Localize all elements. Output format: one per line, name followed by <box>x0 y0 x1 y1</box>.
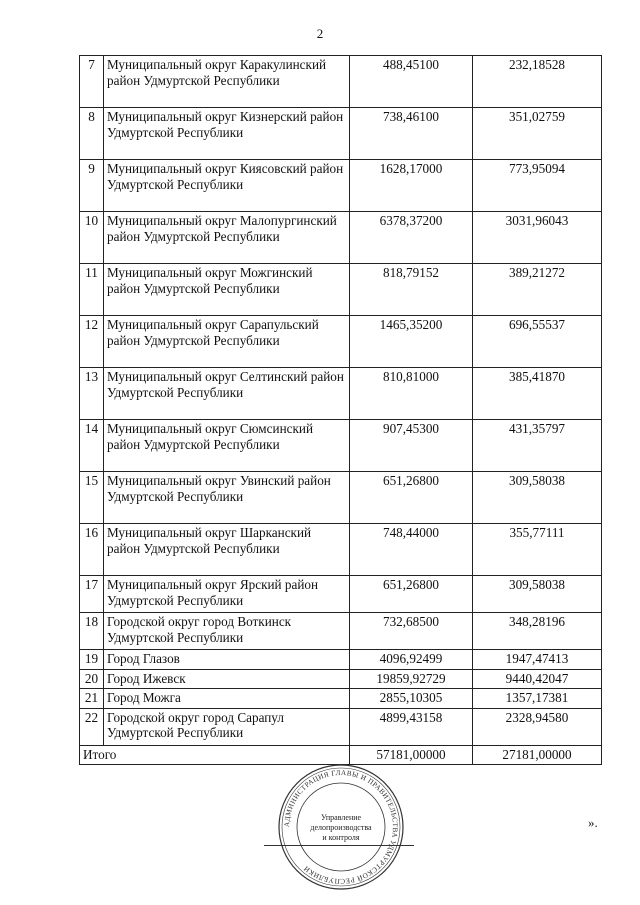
row-value-2: 309,58038 <box>473 472 602 524</box>
row-value-1: 2855,10305 <box>350 689 473 709</box>
row-value-1: 1628,17000 <box>350 160 473 212</box>
row-value-2: 9440,42047 <box>473 669 602 689</box>
row-municipality: Муниципальный округ Каракулинский район Удмуртской Республики <box>104 56 350 108</box>
page-number: 2 <box>316 26 324 41</box>
table-row <box>80 650 602 670</box>
row-value-1: 748,44000 <box>350 524 473 576</box>
row-municipality: Муниципальный округ Кизнерский район Удмуртской Республики <box>104 108 350 160</box>
row-municipality: Город Можга <box>104 689 350 709</box>
row-municipality: Муниципальный округ Сарапульский район Удмуртской Республики <box>104 316 350 368</box>
row-value-2: 696,55537 <box>473 316 602 368</box>
total-value-1: 57181,00000 <box>350 745 473 765</box>
allocation-table <box>79 55 602 765</box>
row-value-2: 351,02759 <box>473 108 602 160</box>
row-municipality: Муниципальный округ Селтинский район Удмуртской Республики <box>104 368 350 420</box>
stamp-ring-text: АДМИНИСТРАЦИЯ ГЛАВЫ И ПРАВИТЕЛЬСТВА УДМУРТСКОЙ РЕСПУБЛИКИ <box>282 768 400 886</box>
row-number: 20 <box>80 669 104 689</box>
row-number: 7 <box>80 56 104 108</box>
row-value-1: 6378,37200 <box>350 212 473 264</box>
table-row <box>80 108 602 160</box>
total-label: Итого <box>80 745 350 765</box>
row-number: 9 <box>80 160 104 212</box>
row-value-2: 2328,94580 <box>473 708 602 745</box>
row-municipality: Городской округ город Сарапул Удмуртской Республики <box>104 708 350 745</box>
row-value-1: 907,45300 <box>350 420 473 472</box>
row-number: 11 <box>80 264 104 316</box>
row-value-2: 431,35797 <box>473 420 602 472</box>
row-value-2: 355,77111 <box>473 524 602 576</box>
row-value-1: 651,26800 <box>350 472 473 524</box>
row-value-2: 309,58038 <box>473 576 602 613</box>
table-row <box>80 212 602 264</box>
row-number: 10 <box>80 212 104 264</box>
table-row <box>80 576 602 613</box>
row-value-2: 385,41870 <box>473 368 602 420</box>
table-row <box>80 264 602 316</box>
row-value-2: 773,95094 <box>473 160 602 212</box>
table-row <box>80 669 602 689</box>
table-row <box>80 708 602 745</box>
row-value-2: 348,28196 <box>473 613 602 650</box>
row-value-1: 732,68500 <box>350 613 473 650</box>
row-value-1: 738,46100 <box>350 108 473 160</box>
row-number: 16 <box>80 524 104 576</box>
stamp-line-1: Управление <box>320 813 362 822</box>
table-row <box>80 613 602 650</box>
table-row <box>80 524 602 576</box>
row-value-1: 488,45100 <box>350 56 473 108</box>
row-number: 21 <box>80 689 104 709</box>
total-value-2: 27181,00000 <box>473 745 602 765</box>
row-number: 18 <box>80 613 104 650</box>
row-municipality: Муниципальный округ Киясовский район Удмуртской Республики <box>104 160 350 212</box>
table-row <box>80 160 602 212</box>
table-row <box>80 689 602 709</box>
row-value-2: 3031,96043 <box>473 212 602 264</box>
table-row <box>80 56 602 108</box>
row-municipality: Муниципальный округ Увинский район Удмуртской Республики <box>104 472 350 524</box>
row-municipality: Муниципальный округ Можгинский район Удмуртской Республики <box>104 264 350 316</box>
table-row <box>80 316 602 368</box>
row-municipality: Городской округ город Воткинск Удмуртской Республики <box>104 613 350 650</box>
official-stamp <box>276 762 406 892</box>
table-body <box>80 56 602 765</box>
table-row <box>80 368 602 420</box>
row-municipality: Город Глазов <box>104 650 350 670</box>
table-row <box>80 472 602 524</box>
row-value-2: 1357,17381 <box>473 689 602 709</box>
row-value-1: 651,26800 <box>350 576 473 613</box>
row-number: 15 <box>80 472 104 524</box>
row-municipality: Муниципальный округ Сюмсинский район Удмуртской Республики <box>104 420 350 472</box>
stamp-line-3: и контроля <box>322 833 360 842</box>
row-number: 8 <box>80 108 104 160</box>
row-municipality: Город Ижевск <box>104 669 350 689</box>
row-value-2: 1947,47413 <box>473 650 602 670</box>
stamp-line-2: делопроизводства <box>310 823 372 832</box>
row-value-1: 1465,35200 <box>350 316 473 368</box>
row-number: 12 <box>80 316 104 368</box>
row-value-1: 4096,92499 <box>350 650 473 670</box>
row-number: 17 <box>80 576 104 613</box>
row-municipality: Муниципальный округ Ярский район Удмуртской Республики <box>104 576 350 613</box>
row-value-2: 389,21272 <box>473 264 602 316</box>
row-value-1: 4899,43158 <box>350 708 473 745</box>
row-number: 13 <box>80 368 104 420</box>
row-municipality: Муниципальный округ Малопургинский район Удмуртской Республики <box>104 212 350 264</box>
row-value-1: 19859,92729 <box>350 669 473 689</box>
row-municipality: Муниципальный округ Шарканский район Удмуртской Республики <box>104 524 350 576</box>
row-number: 22 <box>80 708 104 745</box>
row-number: 14 <box>80 420 104 472</box>
row-value-1: 810,81000 <box>350 368 473 420</box>
closing-quote: ». <box>588 815 598 830</box>
row-value-1: 818,79152 <box>350 264 473 316</box>
table-row <box>80 420 602 472</box>
row-value-2: 232,18528 <box>473 56 602 108</box>
row-number: 19 <box>80 650 104 670</box>
